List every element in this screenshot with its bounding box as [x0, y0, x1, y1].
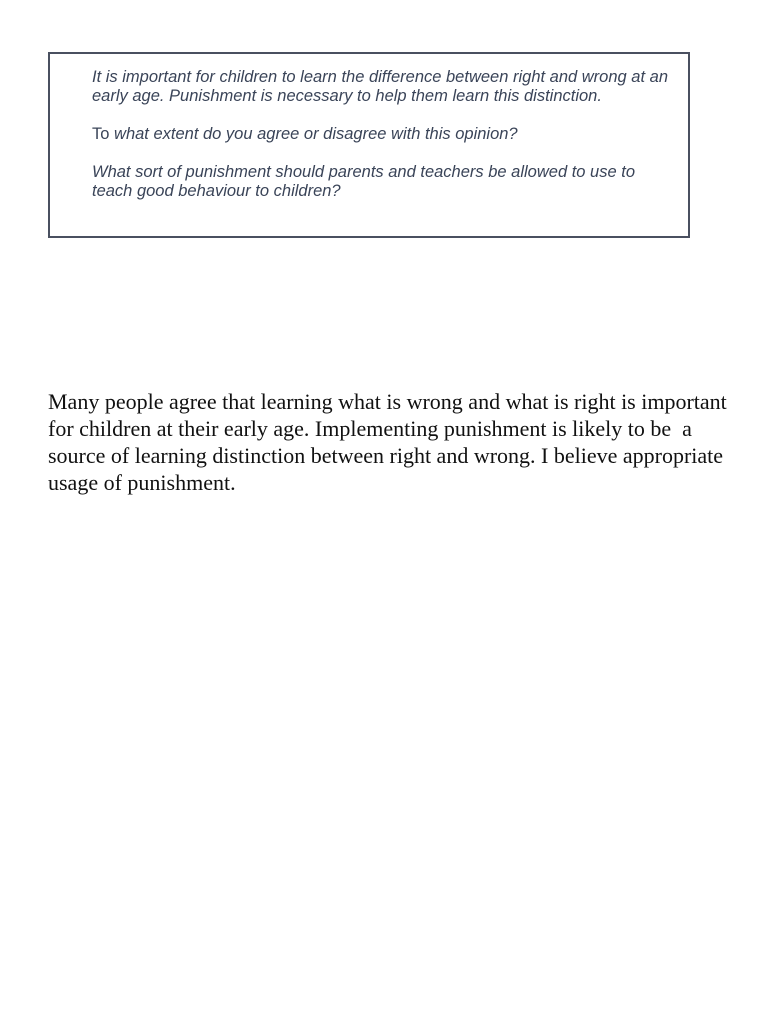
prompt-question-lead: To — [92, 125, 110, 143]
prompt-question-punishment: What sort of punishment should parents and teachers be allowed to use to teach good behaviour to children? — [92, 163, 635, 200]
prompt-statement: It is important for children to learn the difference between right and wrong at an early age. Punishment is necessary to help them learn this distinction. — [92, 68, 668, 105]
essay-paragraph[interactable]: Many people agree that learning what is wrong and what is right is important for children at their early age. Implementing punishment is likely to be a source of learning distinction between right and wrong. I believe appropriate usage of punishment. — [48, 389, 733, 495]
prompt-question-extent — [92, 125, 670, 144]
task-prompt-box — [48, 52, 690, 238]
prompt-question-body: what extent do you agree or disagree with this opinion? — [109, 125, 518, 143]
essay-body[interactable] — [48, 334, 733, 523]
